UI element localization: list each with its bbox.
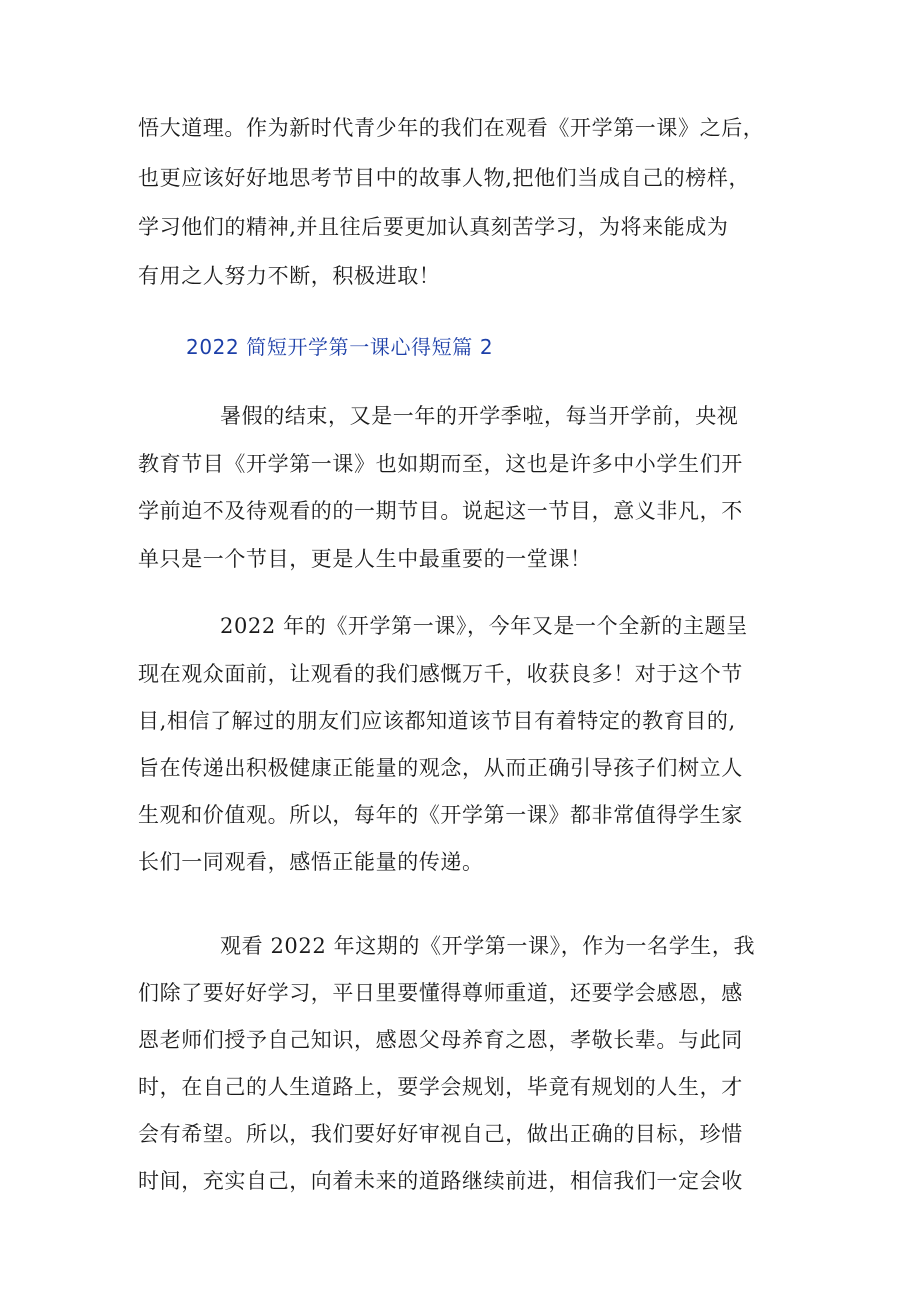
text-line: 2022 年的《开学第一课》，今年又是一个全新的主题呈 [220, 614, 748, 638]
text-line: 生观和价值观。所以，每年的《开学第一课》都非常值得学生家 [138, 803, 743, 827]
text-line: 会有希望。所以，我们要好好审视自己，做出正确的目标，珍惜 [138, 1122, 743, 1146]
text-line: 教育节目《开学第一课》也如期而至，这也是许多中小学生们开 [138, 452, 743, 476]
text-line: 观看 2022 年这期的《开学第一课》，作为一名学生，我 [220, 934, 756, 958]
text-line: 学习他们的精神,并且往后要更加认真刻苦学习，为将来能成为 [138, 215, 729, 239]
text-line: 目,相信了解过的朋友们应该都知道该节目有着特定的教育目的, [138, 709, 736, 733]
text-line: 有用之人努力不断，积极进取！ [138, 264, 441, 288]
text-line: 也更应该好好地思考节目中的故事人物,把他们当成自己的榜样， [138, 166, 751, 190]
section-heading: 2022 简短开学第一课心得短篇 2 [186, 335, 494, 359]
text-line: 时间，充实自己，向着未来的道路继续前进，相信我们一定会收 [138, 1169, 743, 1193]
text-line: 悟大道理。作为新时代青少年的我们在观看《开学第一课》之后， [138, 116, 765, 140]
text-line: 学前迫不及待观看的的一期节目。说起这一节目，意义非凡，不 [138, 499, 743, 523]
text-line: 长们一同观看，感悟正能量的传递。 [138, 850, 484, 874]
text-line: 暑假的结束，又是一年的开学季啦，每当开学前，央视 [220, 404, 739, 428]
text-line: 们除了要好好学习，平日里要懂得尊师重道，还要学会感恩，感 [138, 981, 743, 1005]
text-line: 现在观众面前，让观看的我们感慨万千，收获良多！对于这个节 [138, 662, 743, 686]
text-line: 时，在自己的人生道路上，要学会规划，毕竟有规划的人生，才 [138, 1075, 743, 1099]
text-line: 旨在传递出积极健康正能量的观念，从而正确引导孩子们树立人 [138, 756, 743, 780]
text-line: 恩老师们授予自己知识，感恩父母养育之恩，孝敬长辈。与此同 [138, 1028, 743, 1052]
text-line: 单只是一个节目，更是人生中最重要的一堂课！ [138, 547, 592, 571]
